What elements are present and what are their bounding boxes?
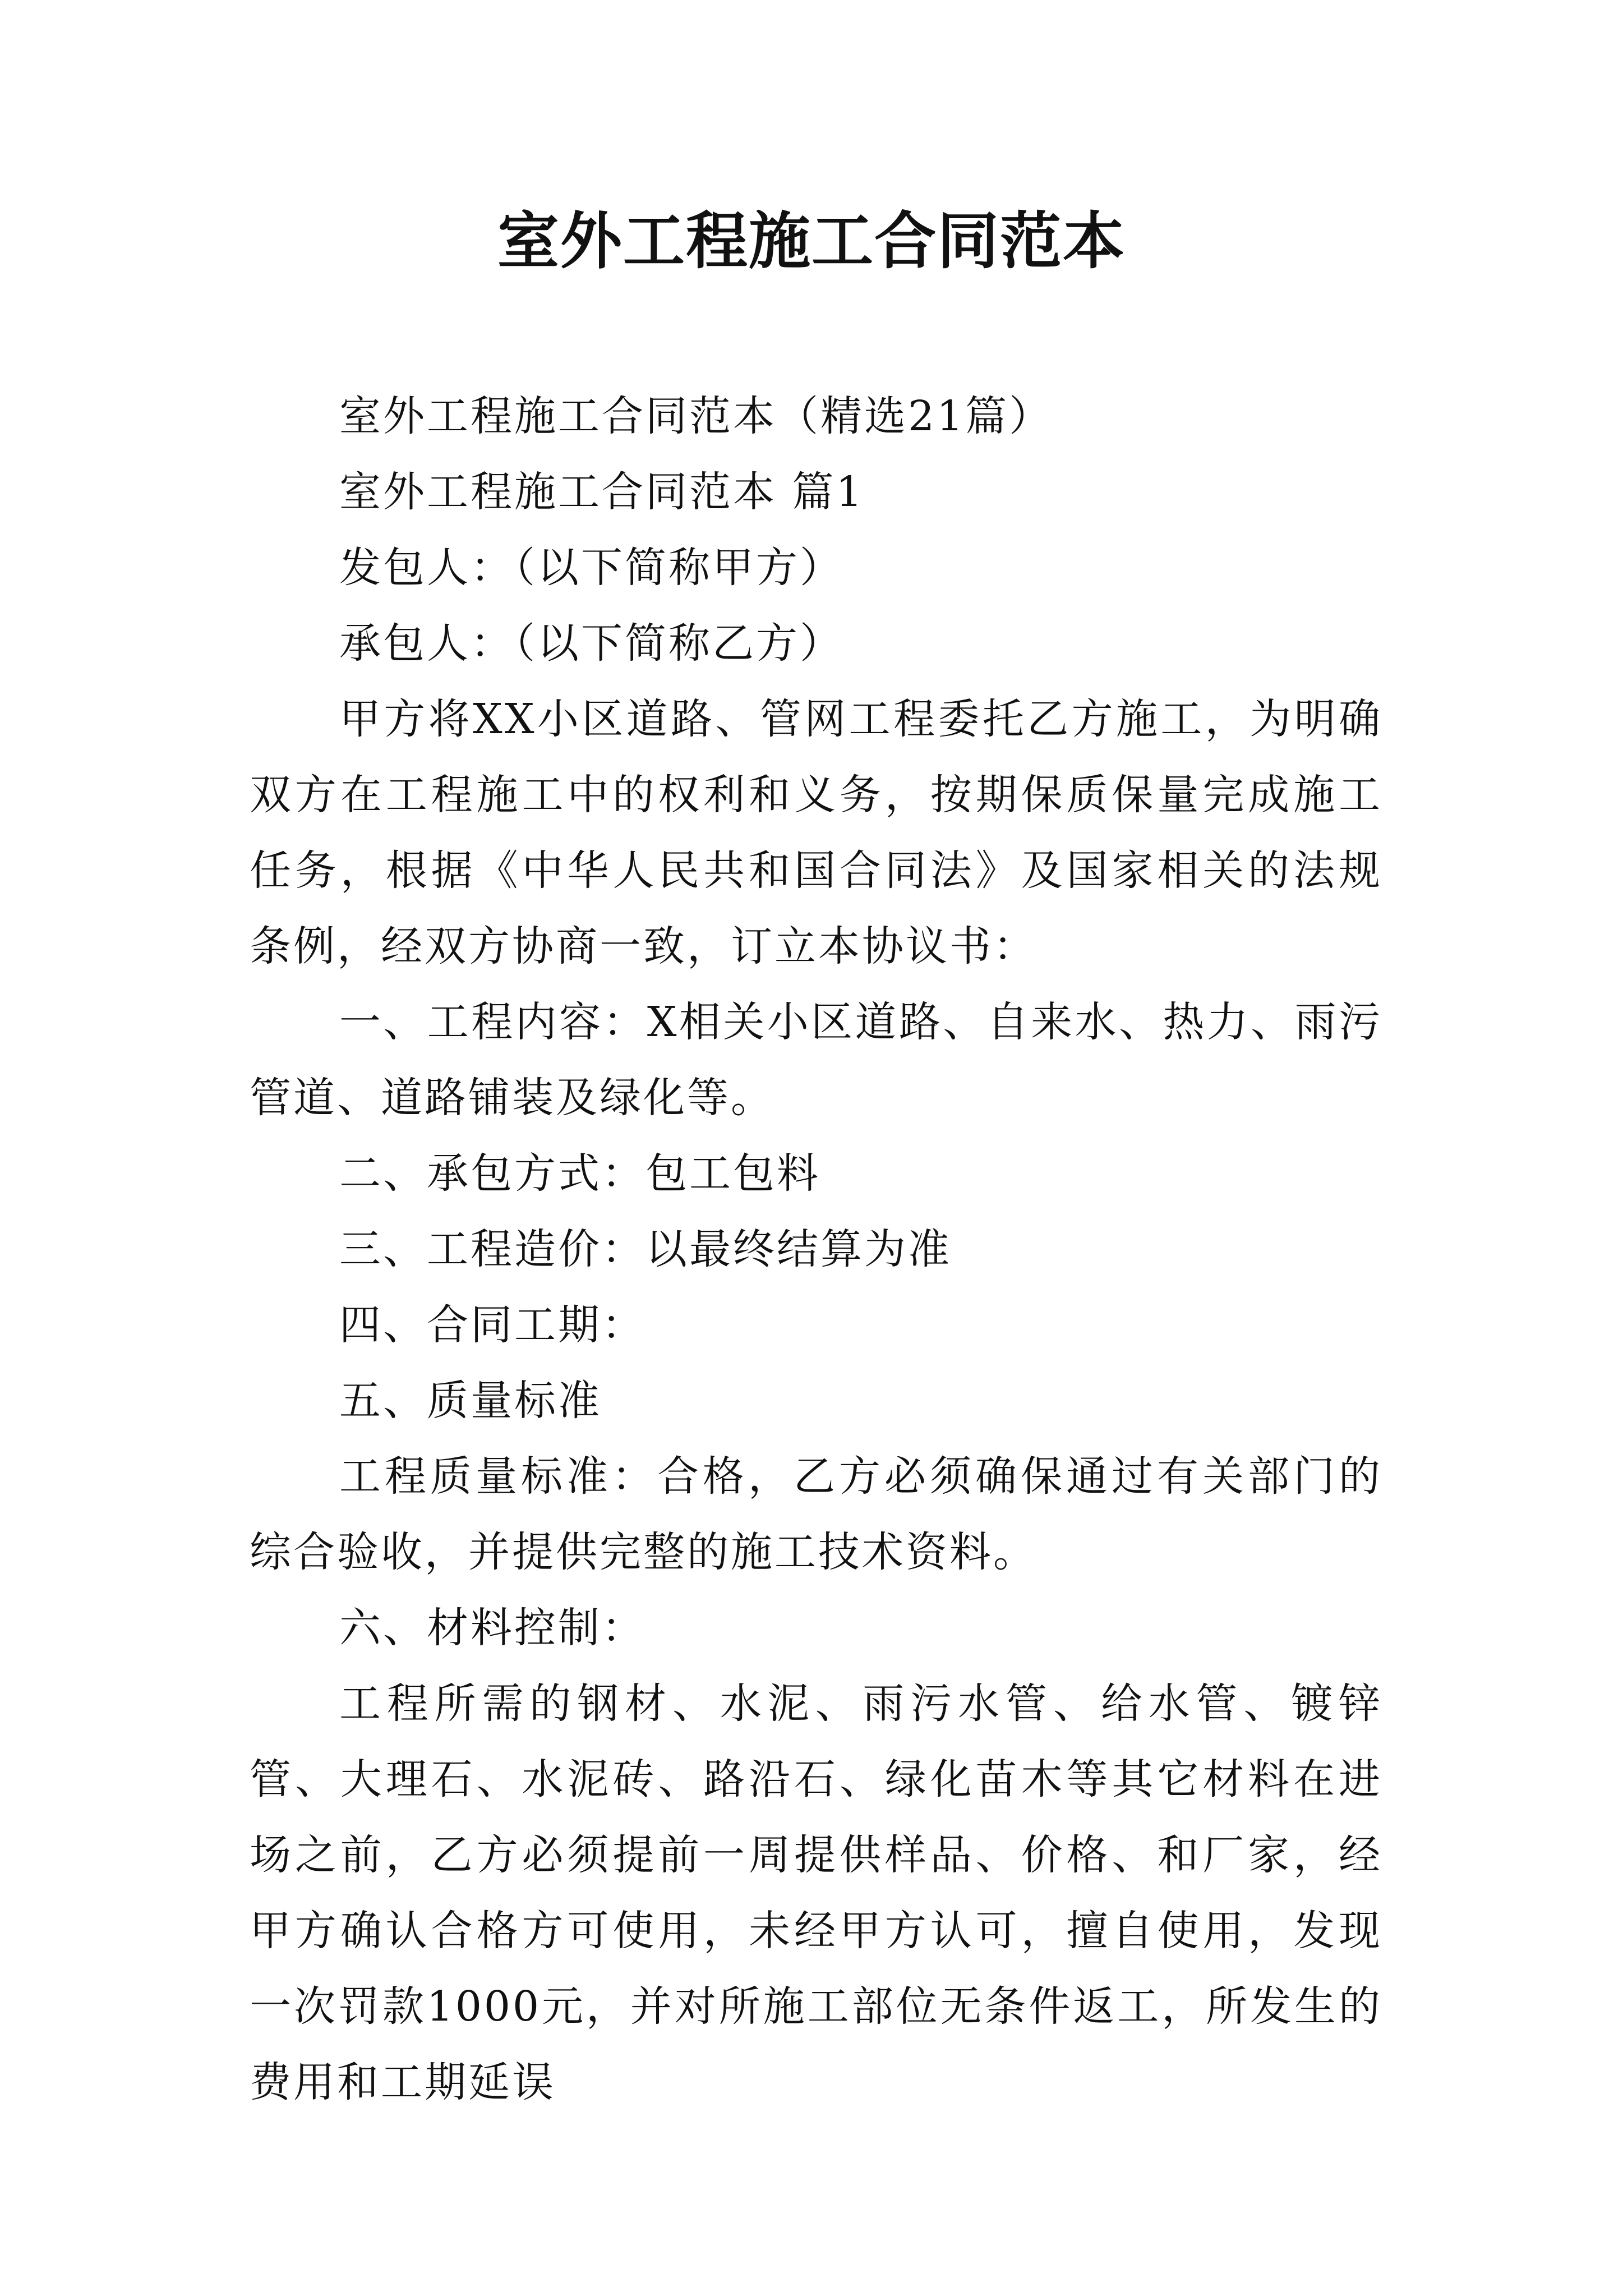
paragraph: 承包人：（以下简称乙方） bbox=[339, 619, 843, 668]
paragraph: 二、承包方式：包工包料 bbox=[339, 1149, 820, 1198]
paragraph: 室外工程施工合同范本（精选21篇） bbox=[339, 392, 1053, 440]
paragraph: 室外工程施工合同范本 篇1 bbox=[339, 468, 865, 516]
paragraph: 四、合同工期： bbox=[339, 1301, 645, 1349]
paragraph: 三、工程造价：以最终结算为准 bbox=[339, 1225, 952, 1273]
paragraph: 工程质量标准：合格，乙方必须确保通过有关部门的综合验收，并提供完整的施工技术资料。 bbox=[250, 1452, 1382, 1576]
paragraph: 五、质量标准 bbox=[339, 1377, 602, 1425]
document-body bbox=[250, 379, 1382, 2120]
document-title: 室外工程施工合同范本 bbox=[497, 205, 1126, 277]
paragraph: 甲方将XX小区道路、管网工程委托乙方施工，为明确双方在工程施工中的权利和义务，按期保质保量完成施工任务，根据《中华人民共和国合同法》及国家相关的法规条例，经双方协商一致，订立本协议书： bbox=[250, 695, 1382, 970]
paragraph: 六、材料控制： bbox=[339, 1604, 645, 1652]
paragraph: 发包人：（以下简称甲方） bbox=[339, 544, 843, 592]
paragraph: 工程所需的钢材、水泥、雨污水管、给水管、镀锌管、大理石、水泥砖、路沿石、绿化苗木等其它材料在进场之前，乙方必须提前一周提供样品、价格、和厂家，经甲方确认合格方可使用，未经甲方认可，擅自使用，发现一次罚款1000元，并对所施工部位无条件返工，所发生的费用和工期延误 bbox=[250, 1680, 1382, 2106]
paragraph: 一、工程内容：X相关小区道路、自来水、热力、雨污管道、道路铺装及绿化等。 bbox=[250, 998, 1382, 1122]
